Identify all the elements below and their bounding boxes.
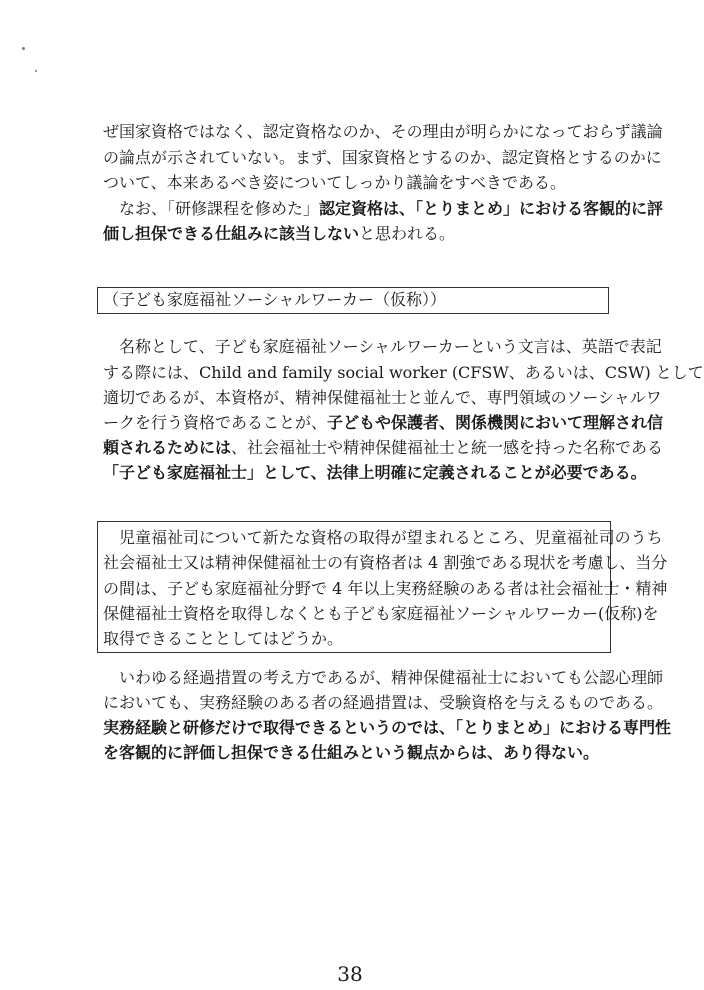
text-run: 児童福祉司について新たな資格の取得が望まれるところ、児童福祉司のうち <box>103 528 663 547</box>
text-line <box>103 578 668 600</box>
text-run: 取得できることとしてはどうか。 <box>103 629 344 648</box>
scan-speck <box>22 47 25 50</box>
text-line <box>103 717 672 739</box>
bold-text-run: 価し担保できる仕組みに該当しない <box>103 224 360 243</box>
scan-speck <box>35 70 37 72</box>
text-line <box>103 742 607 764</box>
text-run: 、社会福祉士や精神保健福祉士と統一感を持った名称である <box>231 438 664 457</box>
section-heading: （子ども家庭福祉ソーシャルワーカー（仮称）） <box>103 290 447 309</box>
text-run: なお、「研修課程を修めた」 <box>103 199 320 218</box>
text-line <box>103 362 704 384</box>
text-run: と思われる。 <box>359 224 456 243</box>
bold-text-run: を客観的に評価し担保できる仕組みという観点からは、あり得ない。 <box>103 743 600 762</box>
text-run: 適切であるが、本資格が、精神保健福祉士と並んで、専門領域のソーシャルワ <box>103 388 662 407</box>
text-line <box>103 692 664 714</box>
text-run: 名称として、子ども家庭福祉ソーシャルワーカーという文言は、英語で表記 <box>103 337 662 356</box>
text-run: においても、実務経験のある者の経過措置は、受験資格を与えるものである。 <box>103 693 664 712</box>
text-line <box>103 147 662 169</box>
text-run: の間は、子ども家庭福祉分野で 4 年以上実務経験のある者は社会福祉士・精神 <box>103 579 668 598</box>
text-run: 保健福祉士資格を取得しなくとも子ども家庭福祉ソーシャルワーカー(仮称)を <box>103 604 659 623</box>
text-run: する際には、Child and family social worker (CFSW、あるいは、CSW) として <box>103 363 704 382</box>
text-run: ついて、本来あるべき姿についてしっかり議論をすべきである。 <box>103 173 567 192</box>
bold-text-run: 実務経験と研修だけで取得できるというのでは、「とりまとめ」における専門性 <box>103 718 672 737</box>
bold-text-run: 「子ども家庭福祉士」として、法律上明確に定義されることが必要である。 <box>103 463 647 482</box>
text-line <box>103 462 647 484</box>
text-line <box>103 121 663 143</box>
section-heading-box <box>97 287 609 314</box>
text-line <box>103 387 662 409</box>
text-line <box>103 198 664 220</box>
text-line <box>103 527 663 549</box>
text-line <box>103 336 662 358</box>
text-line <box>103 552 668 574</box>
text-line <box>103 628 607 650</box>
bold-text-run: 認定資格は、「とりまとめ」における客観的に評 <box>319 199 664 218</box>
text-run: ぜ国家資格ではなく、認定資格なのか、その理由が明らかになっておらず議論 <box>103 122 663 141</box>
text-run: 社会福祉士又は精神保健福祉士の有資格者は 4 割強である現状を考慮し、当分 <box>103 553 668 572</box>
text-line <box>103 412 664 434</box>
text-line <box>103 223 607 245</box>
text-run: の論点が示されていない。まず、国家資格とするのか、認定資格とするのかに <box>103 148 662 167</box>
text-line <box>103 172 607 194</box>
text-line <box>103 603 659 625</box>
text-run: ークを行う資格であることが、 <box>103 413 328 432</box>
text-line <box>103 667 664 689</box>
bold-text-run: 頼されるためには <box>103 438 232 457</box>
text-line <box>103 437 664 459</box>
text-run: いわゆる経過措置の考え方であるが、精神保健福祉士においても公認心理師 <box>103 668 664 687</box>
page-number: 38 <box>337 962 363 986</box>
bold-text-run: 子どもや保護者、関係機関において理解され信 <box>327 413 664 432</box>
